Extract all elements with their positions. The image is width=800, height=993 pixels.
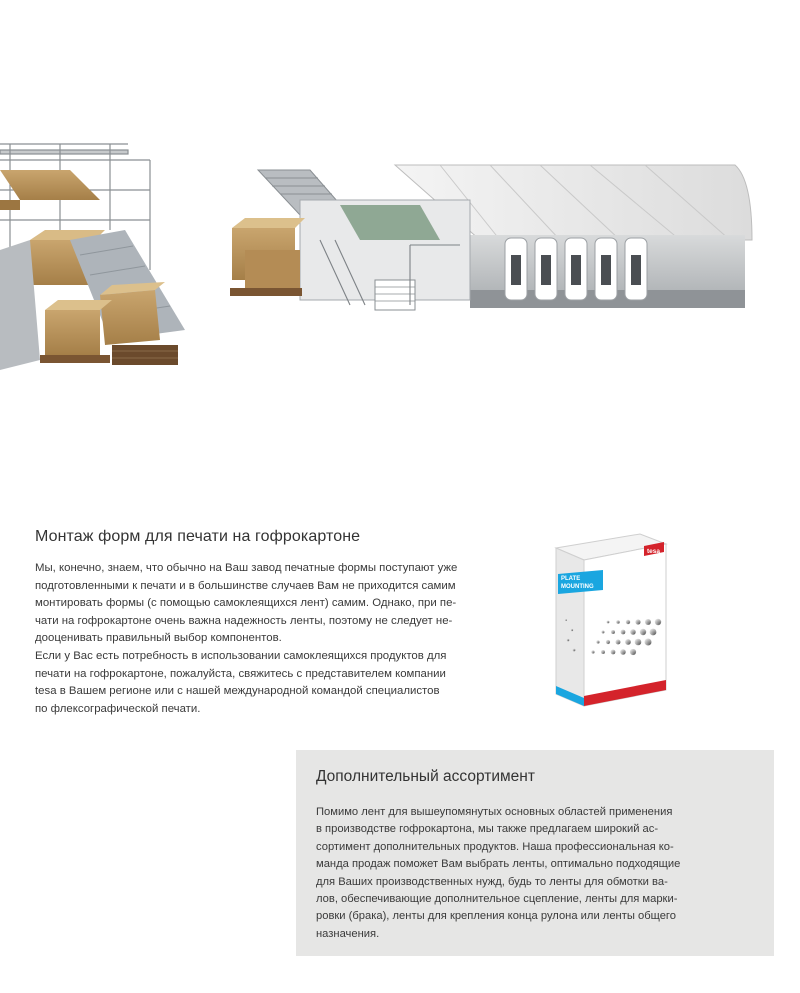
corrugated-machinery-illustration — [0, 130, 800, 390]
section-heading: Монтаж форм для печати на гофрокартоне — [35, 528, 361, 545]
additional-range-panel — [296, 750, 774, 956]
body-line: дооценивать правильный выбор компонентов. — [35, 632, 282, 645]
body-line: в производстве гофрокартона, мы также предлагаем широкий ас- — [316, 823, 659, 836]
body-line: ровки (брака), ленты для крепления конца рулона или ленты общего — [316, 910, 676, 923]
body-line: монтировать формы (с помощью самоклеящихся лент) самим. Однако, при пе- — [35, 597, 457, 610]
section-body — [35, 560, 520, 718]
body-line: по флексографической печати. — [35, 702, 201, 715]
plate-mounting-product-box — [548, 530, 674, 712]
body-line: tesa в Вашем регионе или с нашей международной командой специалистов — [35, 685, 440, 698]
product-label-line2: MOUNTING — [561, 584, 594, 590]
section-body — [316, 804, 752, 943]
body-line: подготовленными к печати и в большинстве случаев Вам не приходится самим — [35, 579, 456, 592]
body-line: лов, обеспечивающие дополнительное сцепление, ленты для марки- — [316, 893, 678, 906]
body-line: для Ваших производственных нужд, будь то ленты для обмотки ва- — [316, 875, 668, 888]
body-line: Помимо лент для вышеупомянутых основных областей применения — [316, 806, 673, 818]
body-line: Мы, конечно, знаем, что обычно на Ваш завод печатные формы поступают уже — [35, 562, 458, 574]
body-line: манда продаж поможет Вам выбрать ленты, оптимально подходящие — [316, 858, 681, 871]
plate-mounting-section — [35, 528, 520, 718]
body-line: Если у Вас есть потребность в использовании самоклеящихся продуктов для — [35, 649, 447, 662]
body-line: назначения. — [316, 927, 380, 940]
section-heading: Дополнительный ассортимент — [316, 768, 535, 785]
tesa-logo-text: tesa — [647, 548, 661, 555]
body-line: сортимент дополнительных продуктов. Наша профессиональная ко- — [316, 840, 674, 853]
printing-machine — [230, 165, 752, 310]
body-line: чати на гофрокартоне очень важна надежность ленты, поэтому не следует не- — [35, 614, 453, 627]
body-line: печати на гофрокартоне, пожалуйста, свяжитесь с представителем компании — [35, 667, 446, 680]
product-label-line1: PLATE — [561, 576, 581, 582]
